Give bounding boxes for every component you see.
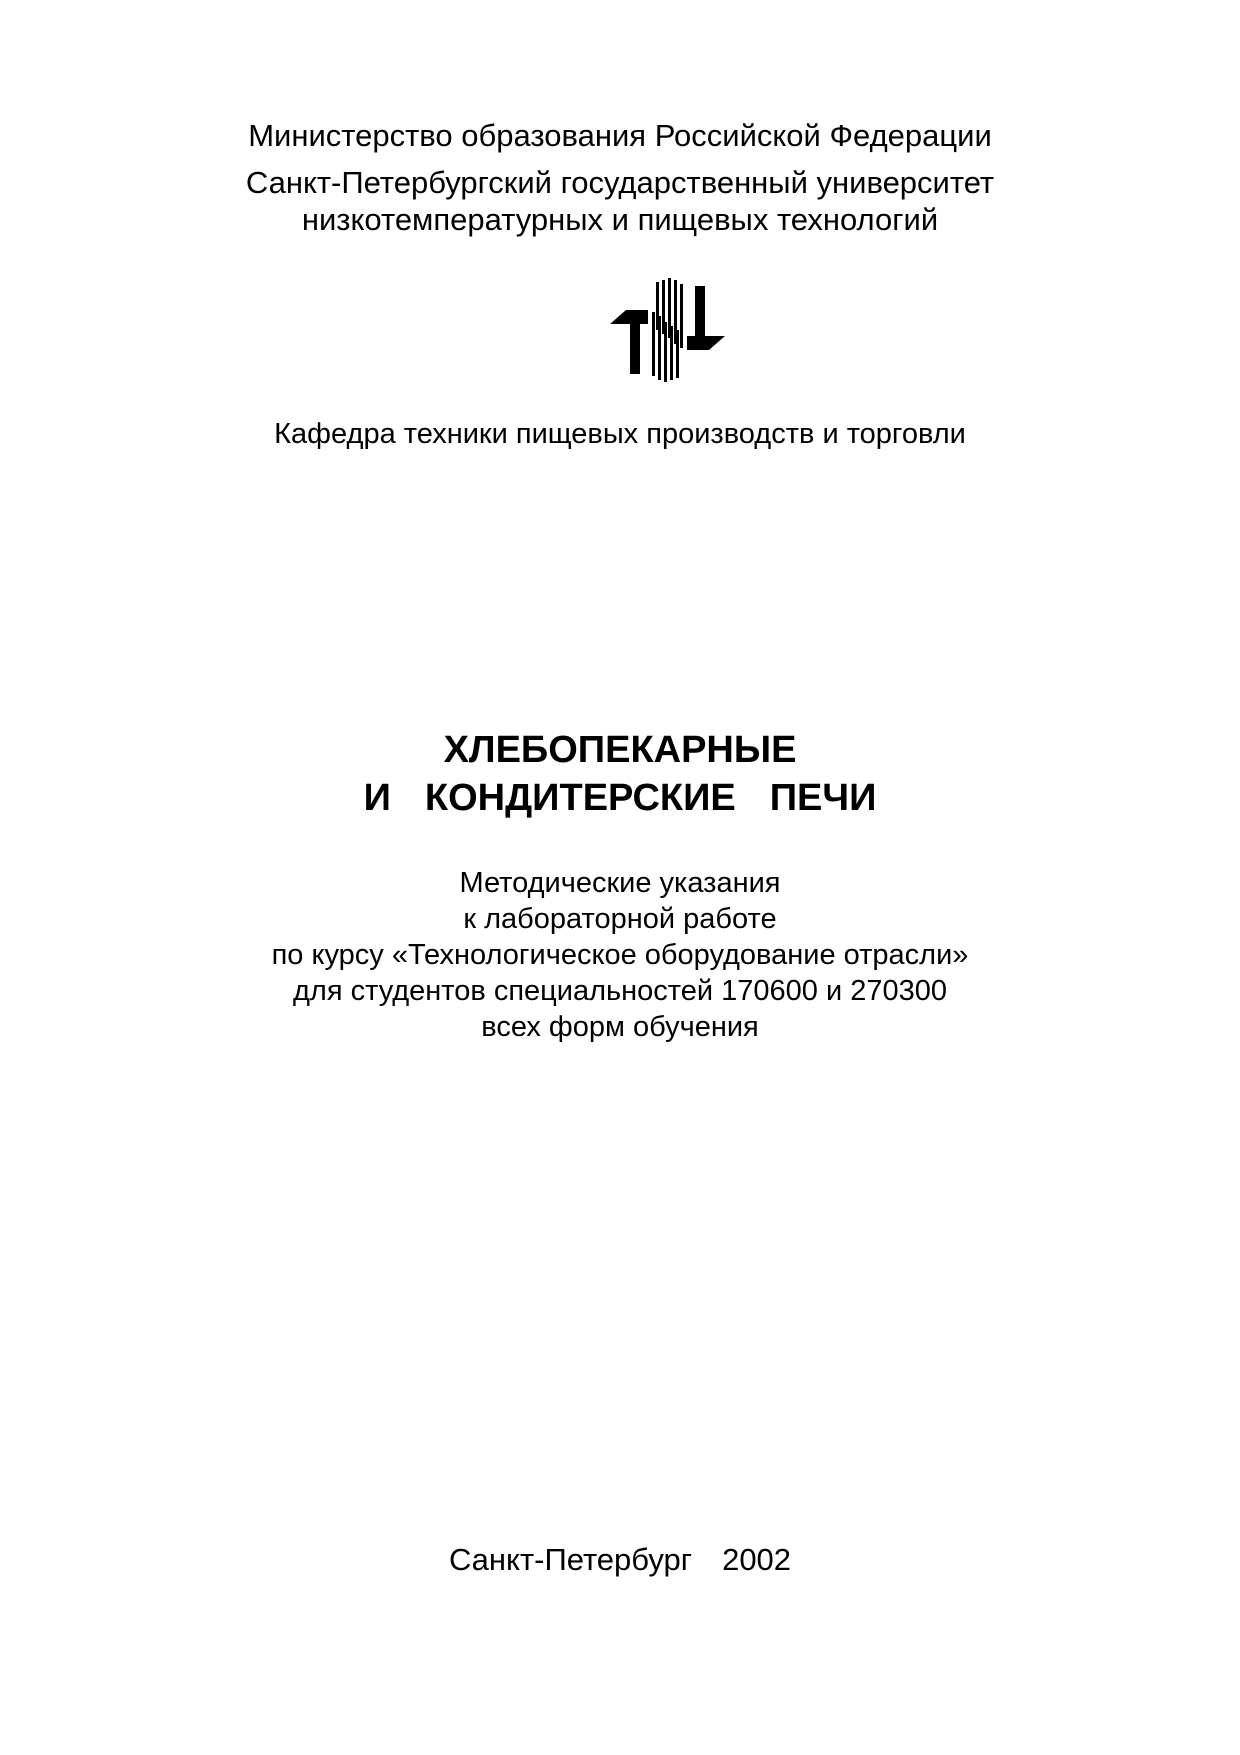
subtitle-line-4: для студентов специальностей 170600 и 270300 — [292, 975, 947, 1007]
publication-city: Санкт-Петербург — [448, 1542, 693, 1577]
title-word-2: КОНДИТЕРСКИЕ — [424, 777, 736, 819]
subtitle-line-2: к лабораторной работе — [463, 903, 777, 935]
ministry-name: Министерство образования Российской Федерации — [248, 118, 992, 153]
title-word-1: И — [363, 777, 391, 819]
university-emblem-icon — [610, 278, 725, 382]
university-name-line-1: Санкт-Петербургский государственный университет — [245, 165, 995, 200]
title-word-3: ПЕЧИ — [769, 777, 877, 819]
department-name: Кафедра техники пищевых производств и торговли — [274, 418, 966, 450]
document-title-line-1: ХЛЕБОПЕКАРНЫЕ — [443, 729, 797, 771]
subtitle-line-5: всех форм обучения — [481, 1011, 759, 1043]
university-name-line-2: низкотемпературных и пищевых технологий — [301, 202, 939, 237]
subtitle-line-1: Методические указания — [459, 867, 781, 899]
subtitle-line-3: по курсу «Технологическое оборудование отрасли» — [271, 939, 969, 971]
document-title-line-2 — [0, 776, 1240, 820]
publication-year: 2002 — [722, 1542, 792, 1577]
publication-imprint — [0, 1542, 1240, 1578]
